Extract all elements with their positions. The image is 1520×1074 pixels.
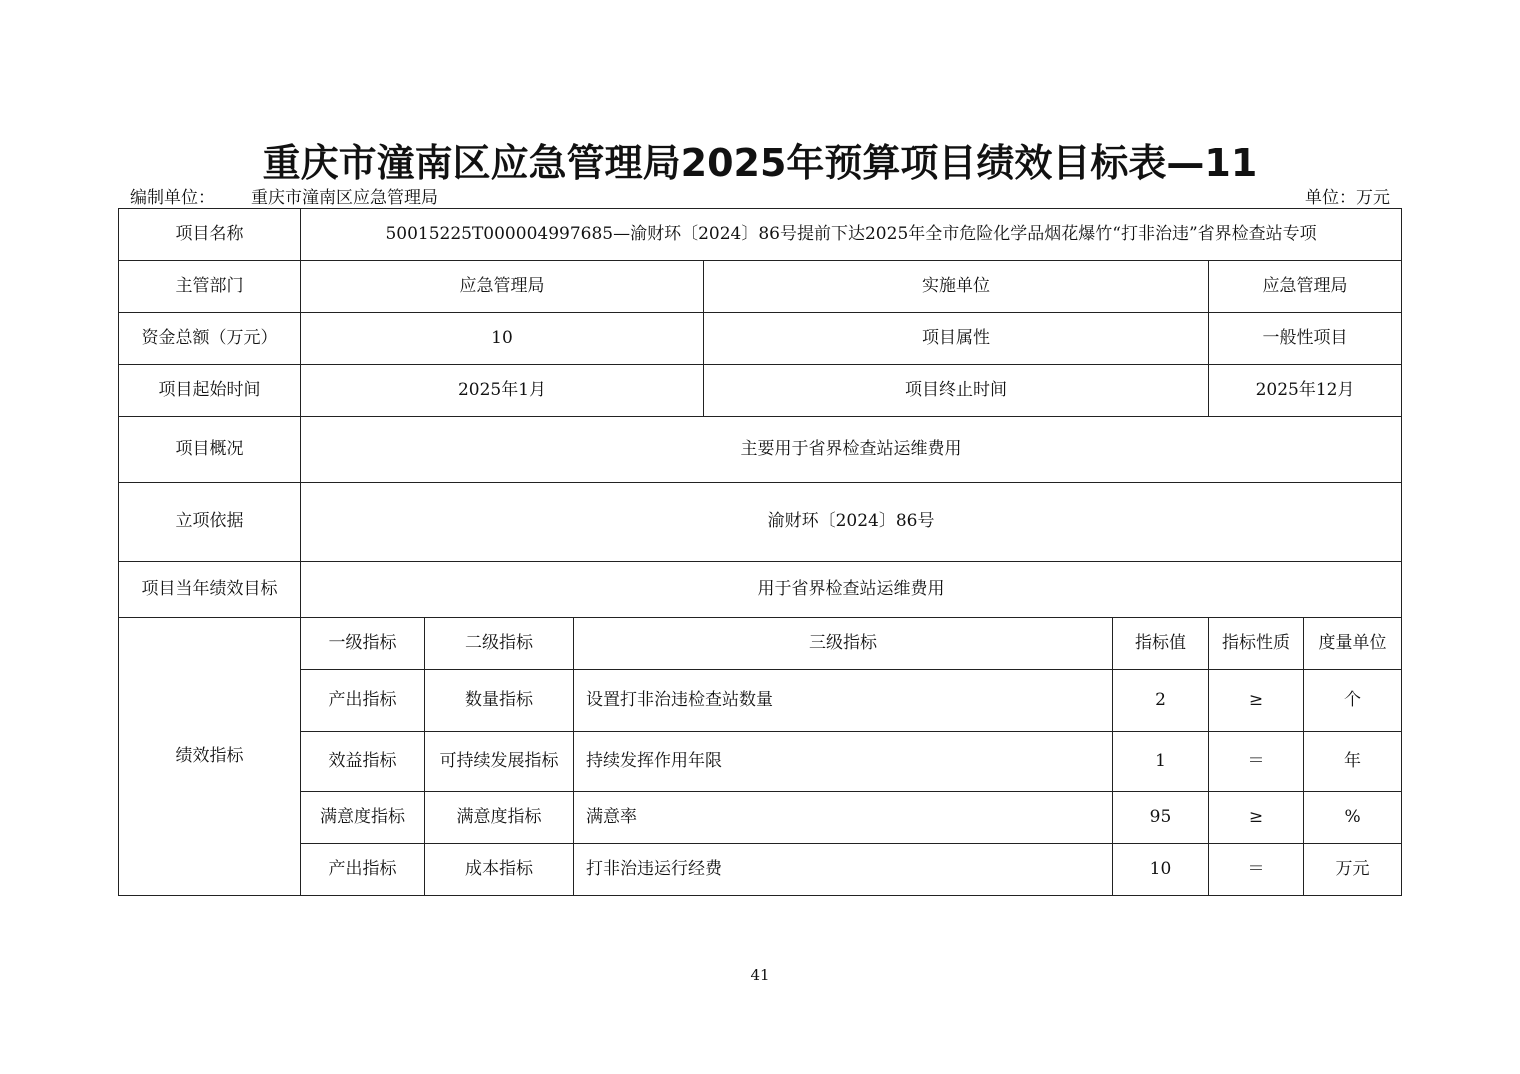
funds-label: 资金总额（万元） — [119, 313, 301, 365]
table-row — [119, 844, 1402, 896]
value-cell: 10 — [1113, 844, 1209, 896]
header-level3: 三级指标 — [574, 618, 1113, 670]
level2-cell: 可持续发展指标 — [425, 732, 574, 792]
basis-value: 渝财环〔2024〕86号 — [301, 483, 1402, 562]
attr-label: 项目属性 — [704, 313, 1209, 365]
header-level2: 二级指标 — [425, 618, 574, 670]
nature-cell: ≥ — [1209, 792, 1304, 844]
level1-cell: 满意度指标 — [301, 792, 425, 844]
level1-cell: 产出指标 — [301, 670, 425, 732]
level2-cell: 数量指标 — [425, 670, 574, 732]
unit-cell: 万元 — [1304, 844, 1402, 896]
level3-cell: 打非治违运行经费 — [574, 844, 1113, 896]
overview-value: 主要用于省界检查站运维费用 — [301, 417, 1402, 483]
unit-cell: 年 — [1304, 732, 1402, 792]
page-number: 41 — [750, 966, 770, 984]
impl-label: 实施单位 — [704, 261, 1209, 313]
header-level1: 一级指标 — [301, 618, 425, 670]
level3-cell: 持续发挥作用年限 — [574, 732, 1113, 792]
value-cell: 2 — [1113, 670, 1209, 732]
start-label: 项目起始时间 — [119, 365, 301, 417]
project-name-label: 项目名称 — [119, 209, 301, 261]
nature-cell: ＝ — [1209, 732, 1304, 792]
end-label: 项目终止时间 — [704, 365, 1209, 417]
dept-value: 应急管理局 — [301, 261, 704, 313]
header-unit: 度量单位 — [1304, 618, 1402, 670]
value-cell: 1 — [1113, 732, 1209, 792]
nature-cell: ≥ — [1209, 670, 1304, 732]
funds-value: 10 — [301, 313, 704, 365]
goal-value: 用于省界检查站运维费用 — [301, 562, 1402, 618]
page-title: 重庆市潼南区应急管理局2025年预算项目绩效目标表—11 — [262, 141, 1258, 185]
attr-value: 一般性项目 — [1209, 313, 1402, 365]
compiling-unit — [130, 183, 438, 208]
project-name-value: 50015225T000004997685—渝财环〔2024〕86号提前下达2025年全市危险化学品烟花爆竹“打非治违”省界检查站专项 — [301, 209, 1402, 261]
row-goal — [119, 562, 1402, 618]
compiling-unit-label: 编制单位： — [130, 188, 215, 208]
basis-label: 立项依据 — [119, 483, 301, 562]
row-project-name — [119, 209, 1402, 261]
level1-cell: 产出指标 — [301, 844, 425, 896]
row-basis — [119, 483, 1402, 562]
row-overview — [119, 417, 1402, 483]
overview-label: 项目概况 — [119, 417, 301, 483]
end-value: 2025年12月 — [1209, 365, 1402, 417]
start-value: 2025年1月 — [301, 365, 704, 417]
dept-label: 主管部门 — [119, 261, 301, 313]
level3-cell: 满意率 — [574, 792, 1113, 844]
table-row — [119, 792, 1402, 844]
performance-table — [118, 208, 1402, 896]
header-value: 指标值 — [1113, 618, 1209, 670]
level3-cell: 设置打非治违检查站数量 — [574, 670, 1113, 732]
compiling-unit-name: 重庆市潼南区应急管理局 — [251, 188, 438, 208]
level1-cell: 效益指标 — [301, 732, 425, 792]
header-nature: 指标性质 — [1209, 618, 1304, 670]
level2-cell: 满意度指标 — [425, 792, 574, 844]
value-cell: 95 — [1113, 792, 1209, 844]
goal-label: 项目当年绩效目标 — [119, 562, 301, 618]
indicator-header-row — [119, 618, 1402, 670]
unit-cell: 个 — [1304, 670, 1402, 732]
table-row — [119, 670, 1402, 732]
row-funds — [119, 313, 1402, 365]
level2-cell: 成本指标 — [425, 844, 574, 896]
impl-value: 应急管理局 — [1209, 261, 1402, 313]
nature-cell: ＝ — [1209, 844, 1304, 896]
unit-cell: % — [1304, 792, 1402, 844]
row-time — [119, 365, 1402, 417]
indicators-section-label: 绩效指标 — [119, 618, 301, 896]
table-row — [119, 732, 1402, 792]
currency-unit: 单位：万元 — [1305, 188, 1390, 208]
row-department — [119, 261, 1402, 313]
